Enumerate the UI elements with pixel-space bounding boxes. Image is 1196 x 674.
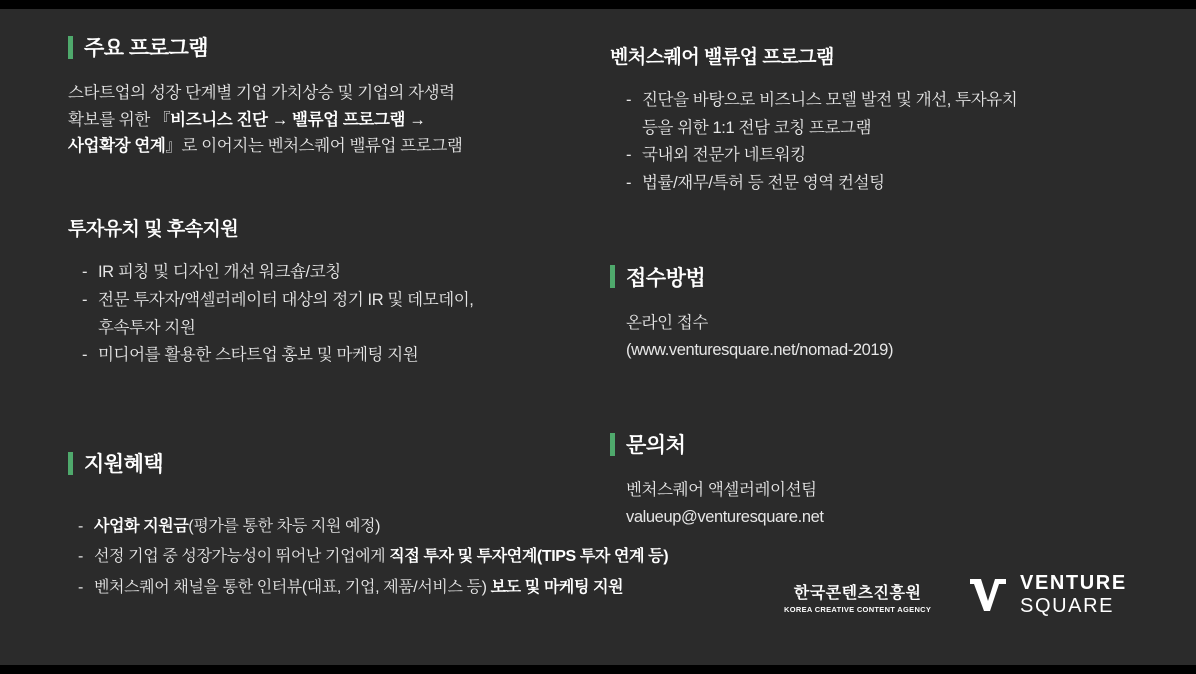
accent-bar-icon — [68, 452, 73, 475]
list-dash-icon: - — [82, 263, 88, 282]
venture-square-wordmark-light: SQUARE — [1020, 595, 1115, 617]
list-item-label: 법률/재무/특허 등 전문 영역 컨설팅 — [642, 174, 885, 193]
kocca-logo — [784, 580, 931, 614]
list-item-label: 후속투자 지원 — [98, 318, 196, 337]
top-letterbox-bar — [0, 0, 1196, 9]
list-item — [78, 573, 778, 603]
list-item — [82, 315, 598, 343]
list-dash-icon: - — [78, 578, 83, 596]
list-dash-icon: - — [78, 548, 83, 566]
investment-support-list — [82, 259, 598, 370]
list-item-emphasis: 보도 및 마케팅 지원 — [490, 578, 624, 596]
contact-team: 벤처스퀘어 액셀러레이션팀 — [626, 481, 817, 500]
list-dash-icon: - — [82, 290, 88, 309]
list-dash-icon: - — [626, 91, 632, 109]
main-program-line-3-emphasis: 사업확장 연계 — [68, 137, 166, 156]
list-item — [626, 115, 1150, 143]
heading-main-program — [68, 32, 598, 62]
list-item-label: 전문 투자자/액셀러레이터 대상의 정기 IR 및 데모데이, — [98, 290, 474, 309]
list-item — [82, 259, 598, 287]
venture-square-mark-icon — [968, 575, 1008, 615]
accent-bar-icon — [68, 36, 73, 59]
heading-application-method — [610, 262, 1150, 292]
venture-square-logo — [968, 572, 1196, 618]
heading-contact-label: 문의처 — [626, 434, 686, 458]
accent-bar-icon — [610, 433, 615, 456]
list-dash-icon: - — [82, 346, 88, 365]
list-item — [626, 170, 1150, 198]
accent-bar-icon — [610, 265, 615, 288]
main-program-line-2-emphasis: 비즈니스 진단 → 밸류업 프로그램 → — [170, 110, 426, 129]
heading-investment-support: 투자유치 및 후속지원 — [68, 219, 239, 241]
bottom-letterbox-bar — [0, 665, 1196, 674]
application-method-line-1: 온라인 접수 — [626, 313, 708, 332]
venture-square-wordmark-bold: VENTURE — [1020, 572, 1127, 594]
kocca-logo-kr: 한국콘텐츠진흥원 — [793, 585, 922, 602]
list-item — [626, 87, 1150, 115]
valueup-program-list — [626, 87, 1150, 198]
list-dash-icon: - — [626, 146, 632, 165]
contact-body — [626, 477, 1150, 530]
main-program-line-3 — [68, 133, 598, 160]
heading-valueup-program: 벤처스퀘어 밸류업 프로그램 — [610, 47, 834, 68]
list-item-emphasis: 직접 투자 및 투자연계(TIPS 투자 연계 등) — [389, 548, 669, 566]
list-item-emphasis: 사업화 지원금 — [94, 518, 189, 536]
main-program-line-1: 스타트업의 성장 단계별 기업 가치상승 및 기업의 자생력 — [68, 84, 455, 102]
heading-contact — [610, 429, 1150, 459]
right-column — [610, 42, 1150, 531]
list-item-label: IR 피칭 및 디자인 개선 워크숍/코칭 — [98, 263, 341, 282]
heading-support-benefits-label: 지원혜택 — [84, 453, 164, 477]
list-item — [82, 287, 598, 315]
venture-square-wordmark — [1020, 572, 1196, 618]
list-item-label: 등을 위한 1:1 전담 코칭 프로그램 — [642, 118, 872, 137]
list-item — [78, 542, 778, 572]
heading-support-benefits — [68, 448, 598, 478]
contact-email[interactable]: valueup@venturesquare.net — [626, 508, 824, 527]
main-program-line-2-prefix: 확보를 위한 『 — [68, 110, 171, 129]
main-program-line-2 — [68, 107, 598, 134]
list-item-label: 국내외 전문가 네트워킹 — [642, 146, 806, 165]
heading-main-program-label: 주요 프로그램 — [84, 37, 209, 60]
main-program-paragraph — [68, 80, 598, 160]
list-item-prefix: 선정 기업 중 성장가능성이 뛰어난 기업에게 — [94, 548, 390, 566]
list-item-label: (평가를 통한 차등 지원 예정) — [188, 518, 381, 536]
list-item — [626, 142, 1150, 170]
list-item-prefix: 벤처스퀘어 채널을 통한 인터뷰(대표, 기업, 제품/서비스 등) — [94, 578, 491, 596]
application-method-body — [626, 310, 1150, 363]
application-method-url[interactable]: (www.venturesquare.net/nomad-2019) — [626, 340, 894, 359]
heading-application-method-label: 접수방법 — [626, 266, 706, 290]
list-dash-icon: - — [78, 518, 83, 536]
list-item-label: 미디어를 활용한 스타트업 홍보 및 마케팅 지원 — [98, 346, 419, 365]
list-dash-icon: - — [626, 174, 632, 193]
kocca-logo-en: KOREA CREATIVE CONTENT AGENCY — [784, 605, 932, 614]
list-item-label: 진단을 바탕으로 비즈니스 모델 발전 및 개선, 투자유치 — [642, 91, 1018, 109]
main-program-line-3-suffix: 』로 이어지는 벤처스퀘어 밸류업 프로그램 — [165, 137, 463, 156]
list-item — [82, 342, 598, 370]
